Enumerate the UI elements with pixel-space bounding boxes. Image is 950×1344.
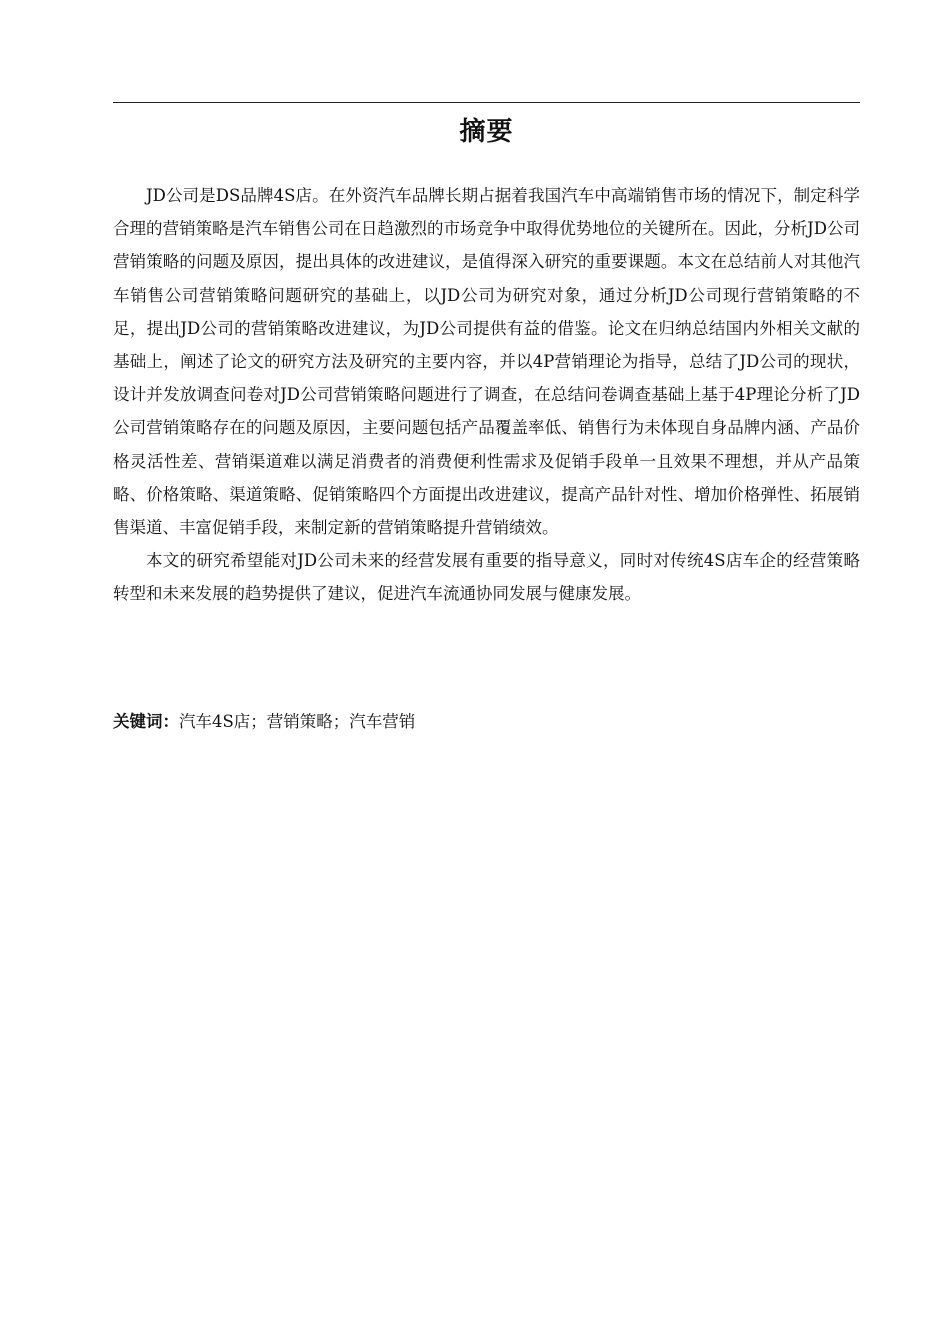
abstract-paragraph-2: 本文的研究希望能对JD公司未来的经营发展有重要的指导意义，同时对传统4S店车企的经营策略转型和未来发展的趋势提供了建议，促进汽车流通协同发展与健康发展。 [113,551,860,604]
keywords-text: 汽车4S店；营销策略；汽车营销 [179,712,416,731]
abstract-paragraph-1: JD公司是DS品牌4S店。在外资汽车品牌长期占据着我国汽车中高端销售市场的情况下，制定科学合理的营销策略是汽车销售公司在日趋激烈的市场竞争中取得优势地位的关键所在。因此，分析JD公司营销策略的问题及原因，提出具体的改进建议，是值得深入研究的重要课题。本文在总结前人对其他汽车销售公司营销策略问题研究的基础上，以JD公司为研究对象，通过分析JD公司现行营销策略的不足，提出JD公司的营销策略改进建议，为JD公司提供有益的借鉴。论文在归纳总结国内外相关文献的基础上，阐述了论文的研究方法及研究的主要内容，并以4P营销理论为指导，总结了JD公司的现状，设计并发放调查问卷对JD公司营销策略问题进行了调查，在总结问卷调查基础上基于4P理论分析了JD公司营销策略存在的问题及原因，主要问题包括产品覆盖率低、销售行为未体现自身品牌内涵、产品价格灵活性差、营销渠道难以满足消费者的消费便利性需求及促销手段单一且效果不理想，并从产品策略、价格策略、渠道策略、促销策略四个方面提出改进建议，提高产品针对性、增加价格弹性、拓展销售渠道、丰富促销手段，来制定新的营销策略提升营销绩效。 [113,186,860,538]
keywords-label: 关键词： [113,712,179,731]
abstract-title: 摘要 [459,117,514,147]
keywords-line [113,705,860,738]
header-rule [113,102,860,103]
abstract-body [113,179,860,611]
